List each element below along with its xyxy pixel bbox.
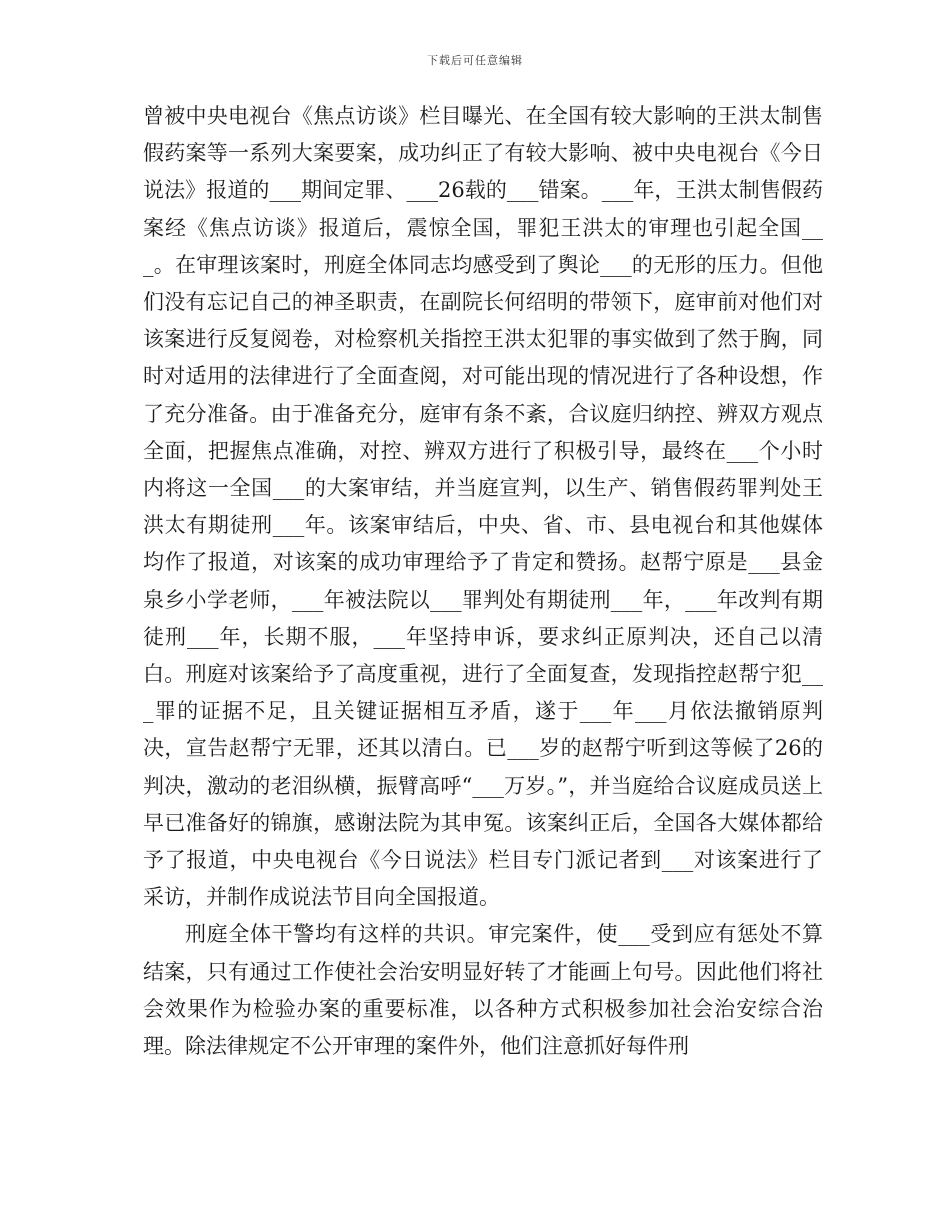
document-body (143, 98, 823, 1065)
paragraph-1: 曾被中央电视台《焦点访谈》栏目曝光、在全国有较大影响的王洪太制售假药案等一系列大案要案，成功纠正了有较大影响、被中央电视台《今日说法》报道的___期间定罪、___26载的___错案。___年，王洪太制售假药案经《焦点访谈》报道后，震惊全国，罪犯王洪太的审理也引起全国___。在审理该案时，刑庭全体同志均感受到了舆论___的无形的压力。但他们没有忘记自己的神圣职责，在副院长何绍明的带领下，庭审前对他们对该案进行反复阅卷，对检察机关指控王洪太犯罪的事实做到了然于胸，同时对适用的法律进行了全面查阅，对可能出现的情况进行了各种设想，作了充分准备。由于准备充分，庭审有条不紊，合议庭归纳控、辨双方观点全面，把握焦点准确，对控、辨双方进行了积极引导，最终在___个小时内将这一全国___的大案审结，并当庭宣判，以生产、销售假药罪判处王洪太有期徒刑___年。该案审结后，中央、省、市、县电视台和其他媒体均作了报道，对该案的成功审理给予了肯定和赞扬。赵帮宁原是___县金泉乡小学老师，___年被法院以___罪判处有期徒刑___年，___年改判有期徒刑___年，长期不服，___年坚持申诉，要求纠正原判决，还自己以清白。刑庭对该案给予了高度重视，进行了全面复查，发现指控赵帮宁犯___罪的证据不足，且关键证据相互矛盾，遂于___年___月依法撤销原判决，宣告赵帮宁无罪，还其以清白。已___岁的赵帮宁听到这等候了26的判决，激动的老泪纵横，振臂高呼“___万岁。”，并当庭给合议庭成员送上早已准备好的锦旗，感谢法院为其申冤。该案纠正后，全国各大媒体都给予了报道，中央电视台《今日说法》栏目专门派记者到___对该案进行了采访，并制作成说法节目向全国报道。 (143, 104, 823, 910)
paragraph-2: 刑庭全体干警均有这样的共识。审完案件，使___受到应有惩处不算结案，只有通过工作使社会治安明显好转了才能画上句号。因此他们将社会效果作为检验办案的重要标准，以各种方式积极参加社会治安综合治理。除法律规定不公开审理的案件外，他们注意抓好每件刑 (143, 922, 823, 1059)
page-header: 下载后可任意编辑 (427, 54, 523, 67)
